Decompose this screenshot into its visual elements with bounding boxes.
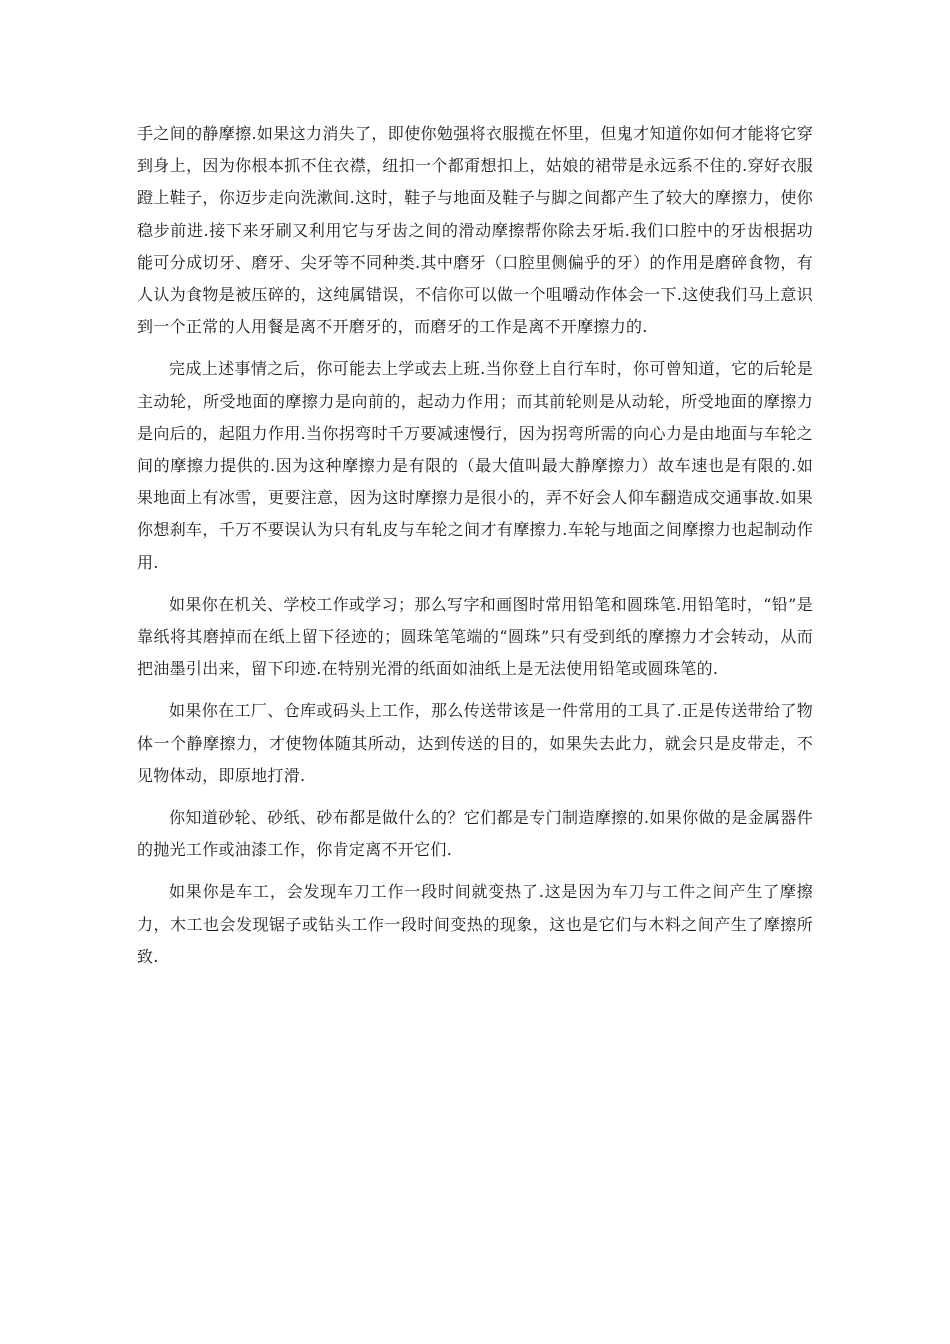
document-page <box>137 118 813 973</box>
paragraph-4: 如果你在工厂、仓库或码头上工作，那么传送带该是一件常用的工具了.正是传送带给了物体一个静摩擦力，才使物体随其所动，达到传送的目的，如果失去此力，就会只是皮带走，不见物体动，即原地打滑. <box>137 701 813 785</box>
paragraph-6: 如果你是车工，会发现车刀工作一段时间就变热了.这是因为车刀与工件之间产生了摩擦力，木工也会发现锯子或钻头工作一段时间变热的现象，这也是它们与木料之间产生了摩擦所致. <box>137 882 813 966</box>
paragraph-3: 如果你在机关、学校工作或学习；那么写字和画图时常用铅笔和圆珠笔.用铅笔时，“铅”是靠纸将其磨掉而在纸上留下径迹的；圆珠笔笔端的“圆珠”只有受到纸的摩擦力才会转动，从而把油墨引出来，留下印迹.在特别光滑的纸面如油纸上是无法使用铅笔或圆珠笔的. <box>137 594 813 679</box>
paragraph-1: 手之间的静摩擦.如果这力消失了，即使你勉强将衣服揽在怀里，但鬼才知道你如何才能将它穿到身上，因为你根本抓不住衣襟，纽扣一个都甭想扣上，姑娘的裙带是永远系不住的.穿好衣服蹬上鞋子，你迈步走向洗漱间.这时，鞋子与地面及鞋子与脚之间都产生了较大的摩擦力，使你稳步前进.接下来牙刷又利用它与牙齿之间的滑动摩擦帮你除去牙垢.我们口腔中的牙齿根据功能可分成切牙、磨牙、尖牙等不同种类.其中磨牙（口腔里侧偏乎的牙）的作用是磨碎食物，有人认为食物是被压碎的，这纯属错误，不信你可以做一个咀嚼动作体会一下.这使我们马上意识到一个正常的人用餐是离不开磨牙的，而磨牙的工作是离不开摩擦力的. <box>137 124 813 337</box>
paragraph-2: 完成上述事情之后，你可能去上学或去上班.当你登上自行车时，你可曾知道，它的后轮是主动轮，所受地面的摩擦力是向前的，起动力作用；而其前轮则是从动轮，所受地面的摩擦力是向后的，起阻力作用.当你拐弯时千万要减速慢行，因为拐弯所需的向心力是由地面与车轮之间的摩擦力提供的.因为这种摩擦力是有限的（最大值叫最大静摩擦力）故车速也是有限的.如果地面上有冰雪，更要注意，因为这时摩擦力是很小的，弄不好会人仰车翻造成交通事故.如果你想刹车，千万不要误认为只有轧皮与车轮之间才有摩擦力.车轮与地面之间摩擦力也起制动作用. <box>137 359 813 572</box>
paragraph-5: 你知道砂轮、砂纸、砂布都是做什么的？它们都是专门制造摩擦的.如果你做的是金属器件的抛光工作或油漆工作，你肯定离不开它们. <box>137 808 813 860</box>
